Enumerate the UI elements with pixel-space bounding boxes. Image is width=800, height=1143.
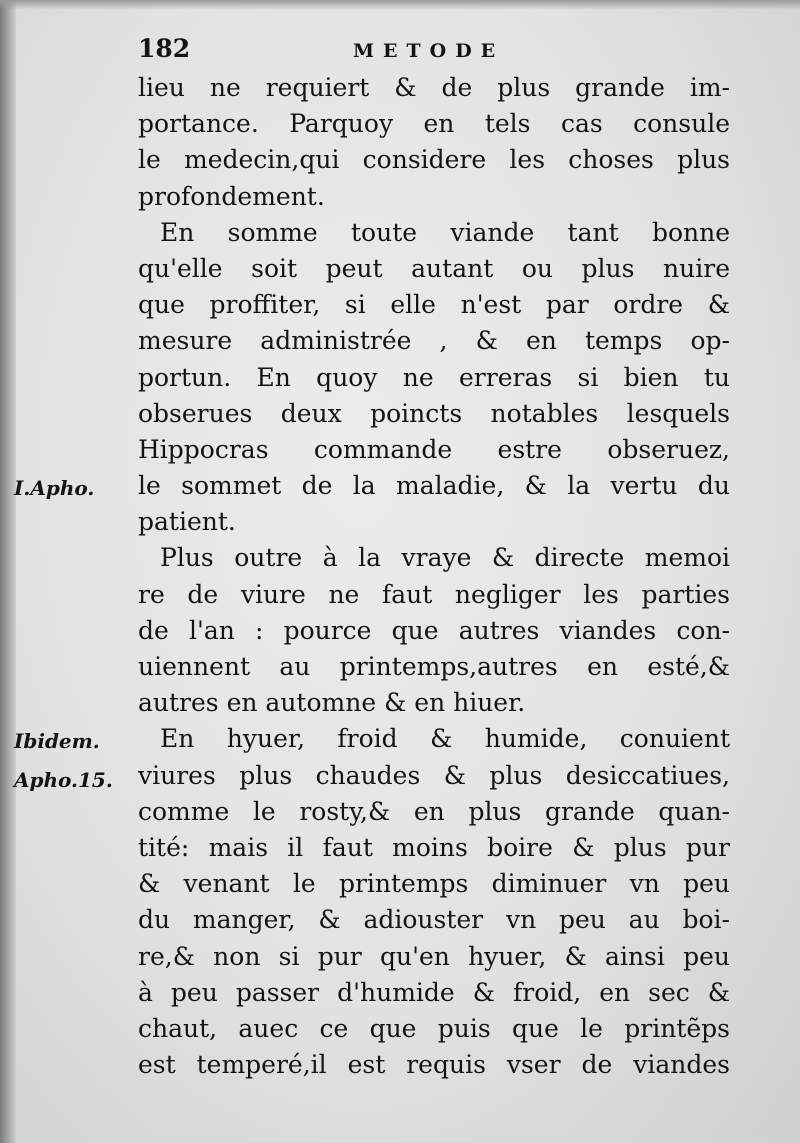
text-line: de l'an : pource que autres viandes con- bbox=[138, 615, 730, 645]
text-line: portun. En quoy ne erreras si bien tu bbox=[138, 362, 730, 392]
text-line: comme le rosty,& en plus grande quan- bbox=[138, 796, 730, 826]
margin-note-apho-15: Apho.15. bbox=[14, 768, 113, 792]
text-line: mesure administrée , & en temps op- bbox=[138, 326, 730, 356]
running-title: METODE bbox=[353, 40, 505, 62]
text-line: profondement. bbox=[138, 181, 325, 211]
text-line: En somme toute viande tant bonne bbox=[160, 217, 730, 247]
text-line: le sommet de la maladie, & la vertu du bbox=[138, 471, 730, 501]
text-line: Hippocras commande estre obseruez, bbox=[138, 434, 730, 464]
text-line: le medecin,qui considere les choses plus bbox=[138, 145, 730, 175]
text-line: tité: mais il faut moins boire & plus pur bbox=[138, 832, 730, 862]
text-line: autres en automne & en hiuer. bbox=[138, 688, 526, 718]
text-line: est temperé,il est requis vser de viandes bbox=[138, 1050, 730, 1080]
text-line: Plus outre à la vraye & directe memoi bbox=[160, 543, 730, 573]
text-line: viures plus chaudes & plus desiccatiues, bbox=[138, 760, 730, 790]
top-edge-shadow bbox=[0, 0, 800, 10]
text-line: à peu passer d'humide & froid, en sec & bbox=[138, 977, 730, 1007]
body-text bbox=[138, 70, 730, 1083]
text-line: & venant le printemps diminuer vn peu bbox=[138, 869, 730, 899]
text-line: chaut, auec ce que puis que le printẽps bbox=[138, 1013, 730, 1043]
text-line: du manger, & adiouster vn peu au boi- bbox=[138, 905, 730, 935]
page-number: 182 bbox=[138, 34, 191, 63]
text-line: re,& non si pur qu'en hyuer, & ainsi peu bbox=[138, 941, 730, 971]
text-line: patient. bbox=[138, 507, 236, 537]
running-head bbox=[138, 34, 728, 74]
text-line: re de viure ne faut negliger les parties bbox=[138, 579, 730, 609]
text-line: En hyuer, froid & humide, conuient bbox=[160, 724, 730, 754]
text-line: uiennent au printemps,autres en esté,& bbox=[138, 652, 730, 681]
text-line: lieu ne requiert & de plus grande im- bbox=[138, 73, 730, 102]
text-line: portance. Parquoy en tels cas consule bbox=[138, 109, 730, 139]
margin-note-ibidem: Ibidem. bbox=[14, 729, 100, 753]
text-line: que proffiter, si elle n'est par ordre & bbox=[138, 290, 730, 320]
text-line: qu'elle soit peut autant ou plus nuire bbox=[138, 253, 730, 283]
binding-shadow bbox=[0, 0, 16, 1143]
text-line: obserues deux poincts notables lesquels bbox=[138, 398, 730, 428]
margin-note-apho: I.Apho. bbox=[14, 476, 95, 500]
